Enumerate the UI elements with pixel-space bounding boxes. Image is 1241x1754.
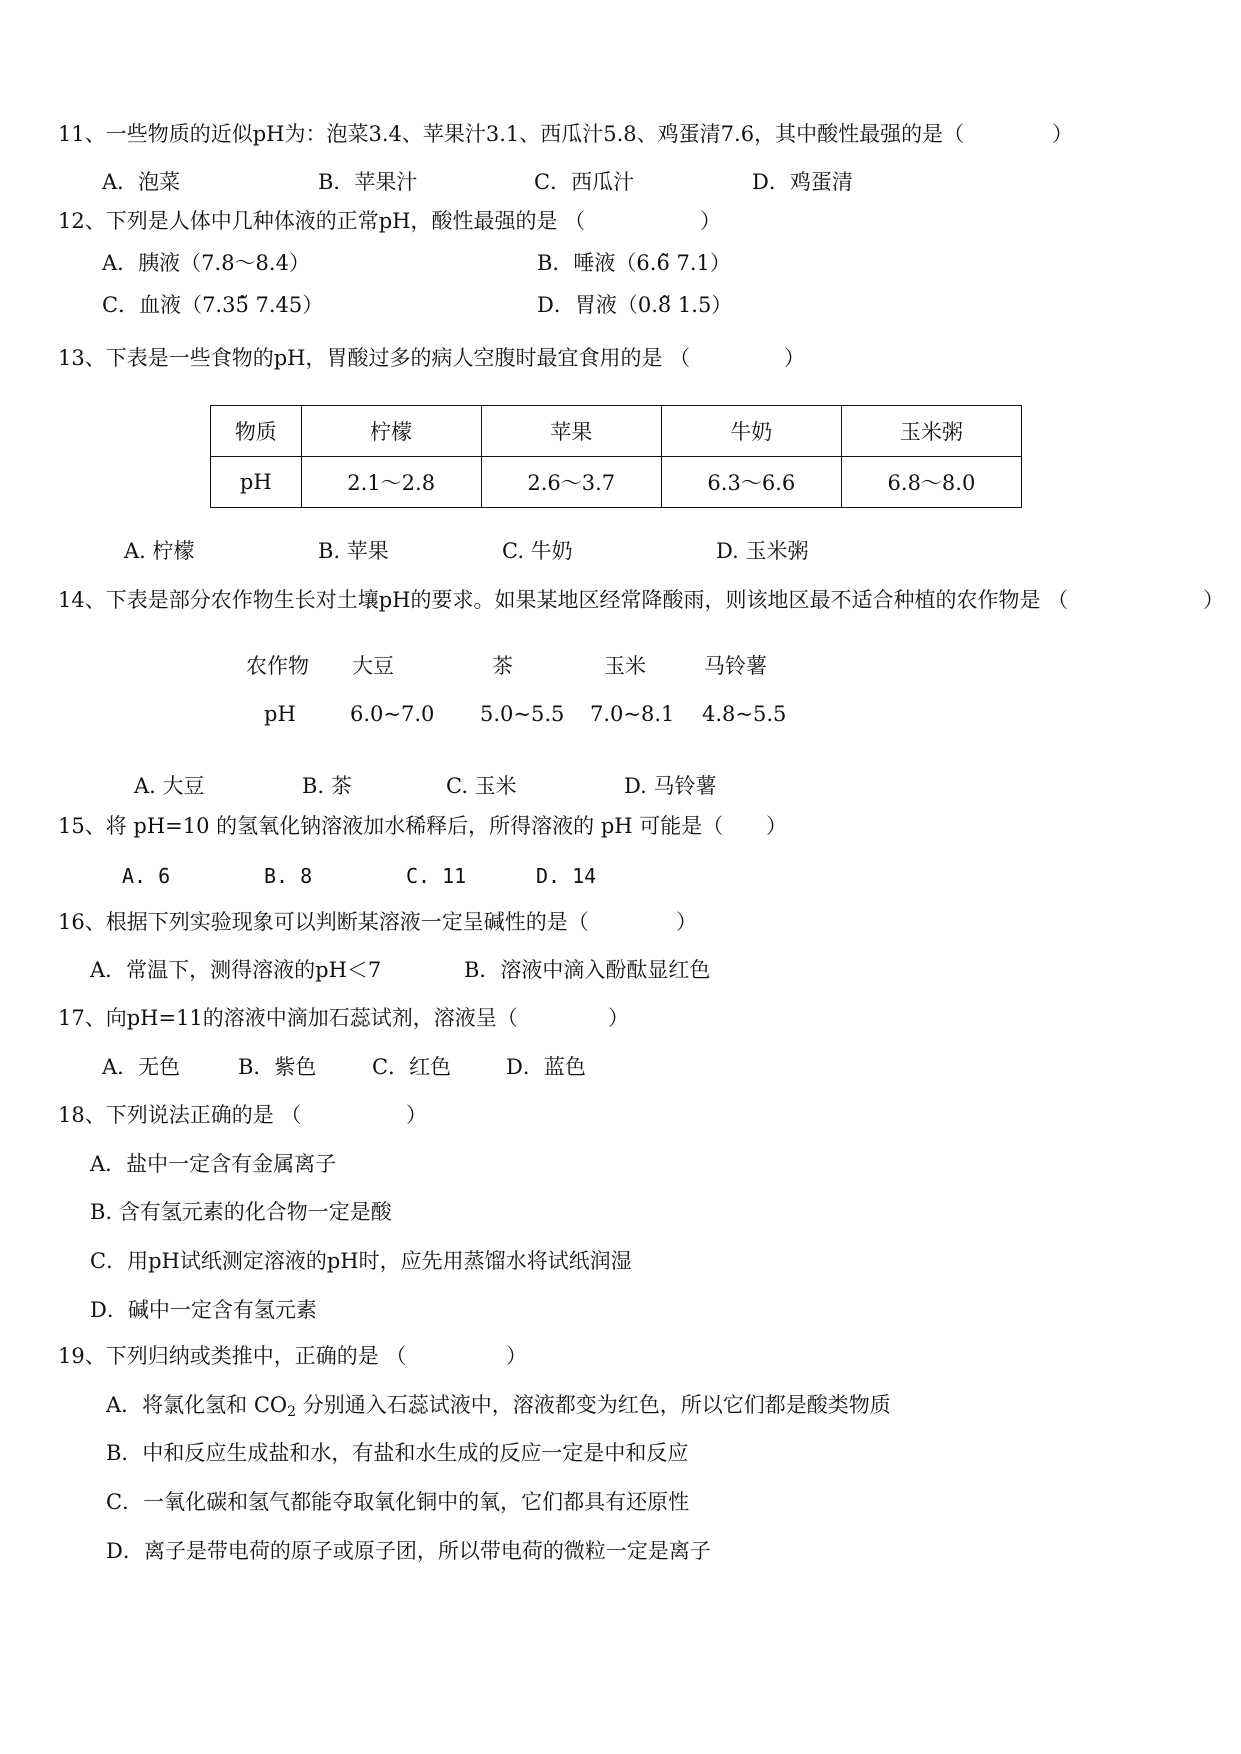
q17-option-d: D．蓝色 <box>506 1055 586 1079</box>
table-cell: 6.8～8.0 <box>841 457 1021 508</box>
q17-option-a: A．无色 <box>102 1055 181 1079</box>
q14-option-d: D. 马铃薯 <box>624 774 717 798</box>
crop-table-cell-0: pH <box>264 702 296 726</box>
q19-option-a <box>106 1393 891 1420</box>
q17-option-b: B．紫色 <box>238 1055 317 1079</box>
table-cell: 柠檬 <box>301 406 481 457</box>
crop-table-cell-4: 4.8~5.5 <box>702 702 787 726</box>
q15-option-d: D. 14 <box>536 864 597 888</box>
table-cell: 2.1～2.8 <box>301 457 481 508</box>
crop-table-header-1: 大豆 <box>352 654 394 678</box>
q12-option-c: C．血液（7.35̃ 7.45） <box>102 293 324 317</box>
food-ph-table <box>210 405 1022 508</box>
question-14-paren: ） <box>1203 588 1224 612</box>
table-cell: 6.3～6.6 <box>661 457 841 508</box>
table-cell: 牛奶 <box>661 406 841 457</box>
q18-option-c: C．用pH试纸测定溶液的pH时，应先用蒸馏水将试纸润湿 <box>90 1249 632 1273</box>
question-16-stem: 16、根据下列实验现象可以判断某溶液一定呈碱性的是（ <box>58 910 589 934</box>
table-row <box>211 406 1022 457</box>
q18-option-d: D．碱中一定含有氢元素 <box>90 1298 317 1322</box>
crop-table-cell-1: 6.0~7.0 <box>350 702 435 726</box>
q14-option-c: C. 玉米 <box>446 774 517 798</box>
q15-option-c: C. 11 <box>406 864 467 888</box>
q11-option-d: D．鸡蛋清 <box>752 170 853 194</box>
question-14-stem: 14、下表是部分农作物生长对土壤pH的要求。如果某地区经常降酸雨，则该地区最不适合种植的农作物是 （ <box>58 588 1069 612</box>
q18-option-a: A．盐中一定含有金属离子 <box>90 1152 337 1176</box>
crop-table-cell-3: 7.0~8.1 <box>590 702 675 726</box>
q13-option-a: A. 柠檬 <box>124 539 195 563</box>
table-cell: 2.6～3.7 <box>481 457 661 508</box>
q16-option-a: A．常温下，测得溶液的pH＜7 <box>90 958 382 982</box>
question-15-stem: 15、将 pH=10 的氢氧化钠溶液加水稀释后，所得溶液的 pH 可能是（ <box>58 814 724 838</box>
question-12-paren: ） <box>700 209 721 233</box>
question-19-stem: 19、下列归纳或类推中，正确的是 （ <box>58 1344 407 1368</box>
q12-option-d: D．胃液（0.8̃ 1.5） <box>537 293 733 317</box>
q17-option-c: C．红色 <box>372 1055 452 1079</box>
q11-option-b: B．苹果汁 <box>318 170 418 194</box>
table-row <box>211 457 1022 508</box>
q14-option-a: A. 大豆 <box>134 774 205 798</box>
q13-option-c: C. 牛奶 <box>502 539 573 563</box>
question-13-stem: 13、下表是一些食物的pH，胃酸过多的病人空腹时最宜食用的是 （ <box>58 346 691 370</box>
crop-table-cell-2: 5.0~5.5 <box>480 702 565 726</box>
question-12-stem: 12、下列是人体中几种体液的正常pH，酸性最强的是 （ <box>58 209 586 233</box>
question-15-paren: ） <box>766 814 787 838</box>
q19-option-d: D．离子是带电荷的原子或原子团，所以带电荷的微粒一定是离子 <box>106 1539 711 1563</box>
crop-table-header-3: 玉米 <box>604 654 646 678</box>
question-19-paren: ） <box>506 1344 527 1368</box>
q13-option-b: B. 苹果 <box>318 539 389 563</box>
table-cell: 苹果 <box>481 406 661 457</box>
q12-option-b: B．唾液（6.6̃ 7.1） <box>537 251 731 275</box>
question-18-stem: 18、下列说法正确的是 （ <box>58 1103 302 1127</box>
question-17-paren: ） <box>608 1006 629 1030</box>
table-cell: 玉米粥 <box>841 406 1021 457</box>
table-cell: 物质 <box>211 406 302 457</box>
question-17-stem: 17、向pH=11的溶液中滴加石蕊试剂，溶液呈（ <box>58 1006 518 1030</box>
q15-option-a: A. 6 <box>122 864 171 888</box>
crop-table-header-0: 农作物 <box>246 654 309 678</box>
q16-option-b: B．溶液中滴入酚酞显红色 <box>464 958 711 982</box>
q12-option-a: A．胰液（7.8～8.4） <box>102 251 310 275</box>
q19-option-a-sub: 2 <box>287 1404 297 1420</box>
q14-option-b: B. 茶 <box>302 774 352 798</box>
crop-table-header-2: 茶 <box>492 654 513 678</box>
question-13-paren: ） <box>784 346 805 370</box>
q19-option-a-post: 分别通入石蕊试液中，溶液都变为红色，所以它们都是酸类物质 <box>296 1393 891 1417</box>
table-cell: pH <box>211 457 302 508</box>
q19-option-c: C．一氧化碳和氢气都能夺取氧化铜中的氧，它们都具有还原性 <box>106 1490 690 1514</box>
q11-option-c: C．西瓜汁 <box>534 170 635 194</box>
q15-option-b: B. 8 <box>264 864 313 888</box>
question-11-paren: ） <box>1052 122 1073 146</box>
q19-option-b: B．中和反应生成盐和水，有盐和水生成的反应一定是中和反应 <box>106 1441 689 1465</box>
question-16-paren: ） <box>676 910 697 934</box>
question-18-paren: ） <box>406 1103 427 1127</box>
q19-option-a-pre: A．将氯化氢和 CO <box>106 1393 288 1417</box>
q18-option-b: B. 含有氢元素的化合物一定是酸 <box>90 1200 392 1224</box>
crop-table-header-4: 马铃薯 <box>704 654 767 678</box>
question-11-stem: 11、一些物质的近似pH为：泡菜3.4、苹果汁3.1、西瓜汁5.8、鸡蛋清7.6，其中酸性最强的是（ <box>58 122 965 146</box>
q11-option-a: A．泡菜 <box>102 170 181 194</box>
q13-option-d: D. 玉米粥 <box>716 539 809 563</box>
